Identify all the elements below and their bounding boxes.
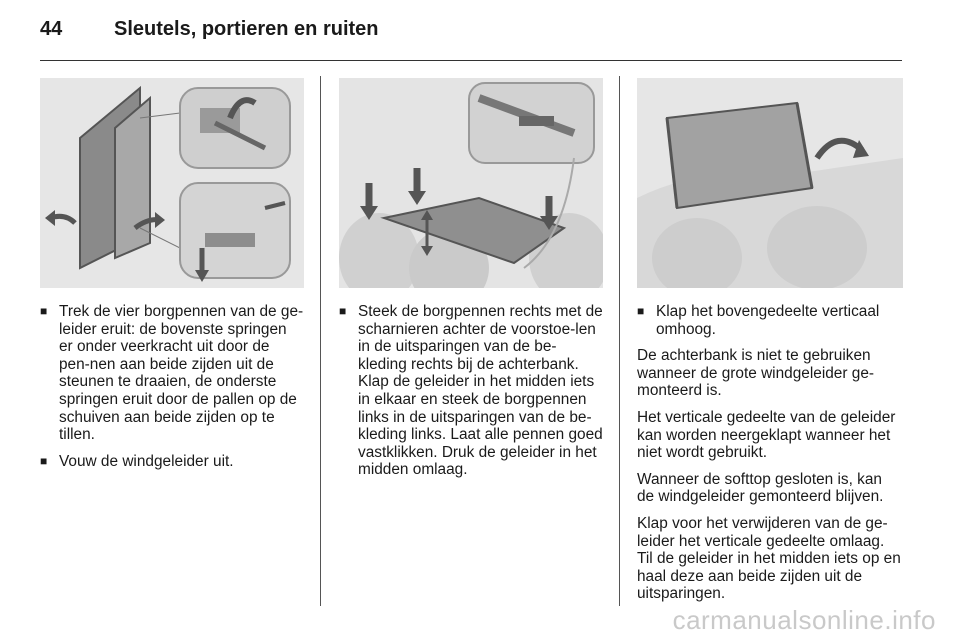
column-2 bbox=[339, 78, 603, 488]
list-item: ■ Trek de vier borgpennen van de ge-leider eruit: de bovenste springen er onder veerkracht uit door de pen-nen aan beide zijden uit de steunen te draaien, de onderste springen eruit door de pallen op de schuiven aan beide zijden op te tillen. bbox=[40, 303, 304, 444]
paragraph: Wanneer de softtop gesloten is, kan de windgeleider gemonteerd blijven. bbox=[637, 470, 884, 506]
paragraph: De achterbank is niet te gebruiken wanneer de grote windgeleider ge-monteerd is. bbox=[637, 347, 874, 400]
list-item: ■ Vouw de windgeleider uit. bbox=[40, 453, 304, 471]
windscreen-pins-illustration bbox=[40, 78, 304, 288]
windscreen-install-illustration bbox=[339, 78, 603, 288]
watermark: carmanualsonline.info bbox=[672, 605, 936, 635]
column-1 bbox=[40, 78, 304, 479]
list-item: ■ Steek de borgpennen rechts met de scharnieren achter de voorstoe-len in de uitsparingen van de be-kleding rechts bij de achterbank. Klap de geleider in het midden iets in elkaar en steek de borgpennen links in de uitsparingen van de be-kleding links. Laat alle pennen goed vastklikken. Druk de geleider in het midden omlaag. bbox=[339, 303, 603, 479]
paragraph: Het verticale gedeelte van de geleider kan worden neergeklapt wanneer het niet wordt gebruikt. bbox=[637, 408, 896, 462]
page-header bbox=[40, 18, 920, 48]
column-3 bbox=[637, 78, 903, 612]
page-number: 44 bbox=[40, 18, 63, 40]
page-title: Sleutels, portieren en ruiten bbox=[114, 18, 379, 40]
column-divider bbox=[320, 76, 321, 606]
header-rule bbox=[40, 60, 902, 61]
list-item: ■ Klap het bovengedeelte verticaal omhoog. bbox=[637, 303, 903, 338]
windscreen-fold-up-illustration bbox=[637, 78, 903, 288]
paragraph: Klap voor het verwijderen van de ge-leider het verticale gedeelte omlaag. Til de geleider in het midden iets op en haal deze aan beide zijden uit de uitsparingen. bbox=[637, 514, 901, 603]
column-divider bbox=[619, 76, 620, 606]
